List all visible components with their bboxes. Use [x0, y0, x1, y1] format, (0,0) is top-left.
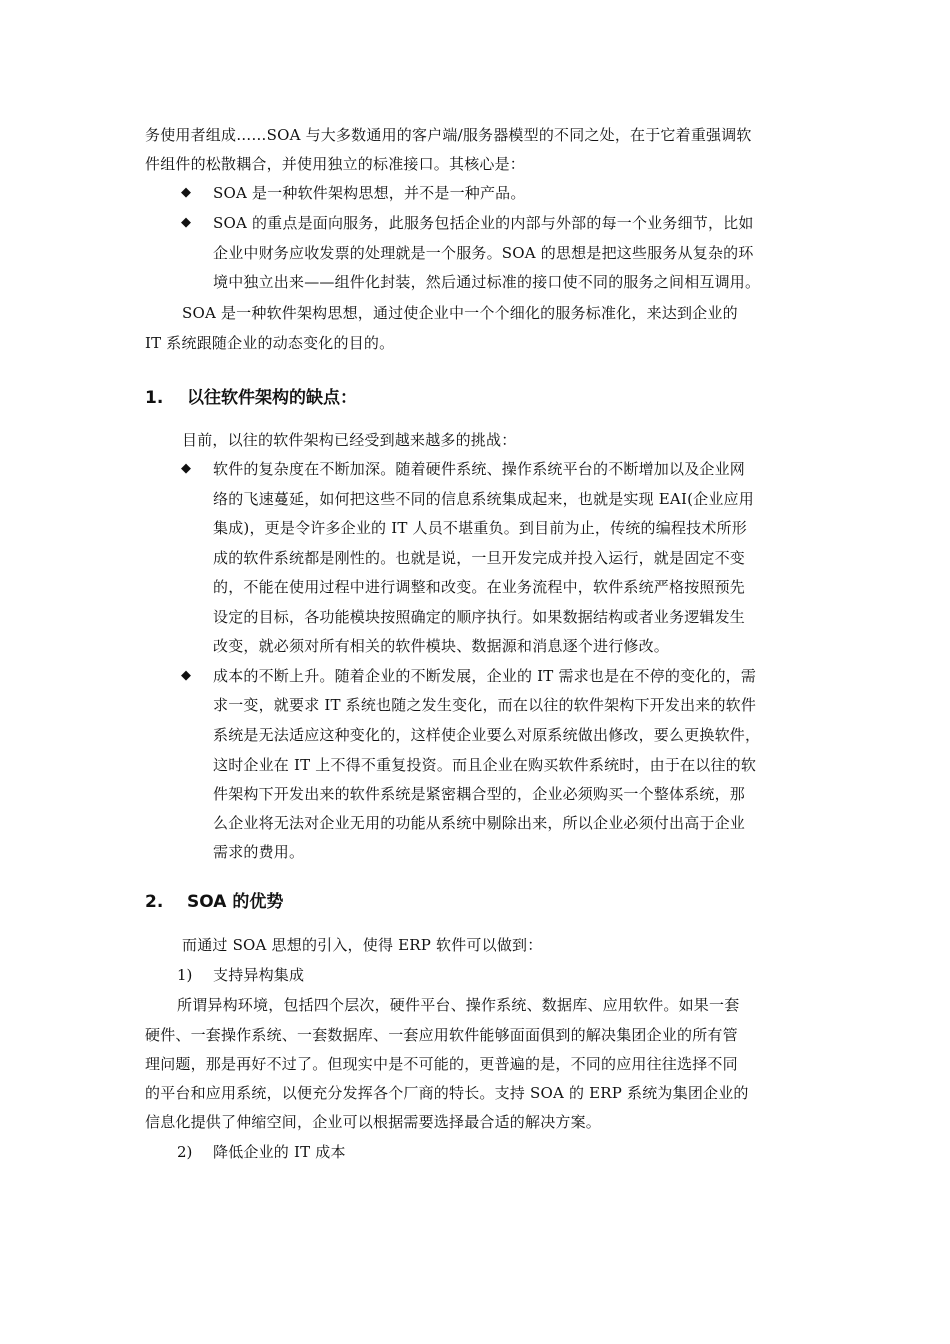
intro-bullet-2-line-2: 企业中财务应收发票的处理就是一个服务。SOA 的思想是把这些服务从复杂的环 [213, 244, 754, 262]
section-2-title: SOA 的优势 [187, 892, 284, 912]
list-item-2-label: 降低企业的 IT 成本 [213, 1143, 346, 1161]
summary-line-1: SOA 是一种软件架构思想，通过使企业中一个个细化的服务标准化，来达到企业的 [182, 304, 738, 322]
s1-bullet-1-line-2: 络的飞速蔓延，如何把这些不同的信息系统集成起来，也就是实现 EAI(企业应用 [213, 490, 754, 508]
s1-bullet-2-line-6: 么企业将无法对企业无用的功能从系统中剔除出来，所以企业必须付出高于企业 [213, 814, 746, 832]
s1-bullet-1-line-5: 的，不能在使用过程中进行调整和改变。在业务流程中，软件系统严格按照预先 [213, 578, 746, 596]
s1-bullet-1-line-1: 软件的复杂度在不断加深。随着硬件系统、操作系统平台的不断增加以及企业网 [213, 460, 746, 478]
list-item-2-marker: 2) [177, 1143, 193, 1161]
s1-bullet-1-line-7: 改变，就必须对所有相关的软件模块、数据源和消息逐个进行修改。 [213, 637, 670, 655]
section-1-lead: 目前，以往的软件架构已经受到越来越多的挑战： [182, 431, 517, 449]
diamond-bullet-icon: ◆ [181, 668, 191, 683]
section-2-number: 2. [145, 892, 164, 912]
s1-bullet-2-line-4: 这时企业在 IT 上不得不重复投资。而且企业在购买软件系统时，由于在以往的软 [213, 756, 757, 774]
section-1-heading [145, 386, 357, 410]
s1-bullet-2-line-5: 件架构下开发出来的软件系统是紧密耦合型的，企业必须购买一个整体系统，那 [213, 785, 746, 803]
item-1-body-line-2: 硬件、一套操作系统、一套数据库、一套应用软件能够面面俱到的解决集团企业的所有管 [145, 1026, 738, 1044]
s1-bullet-1-line-3: 集成)，更是令许多企业的 IT 人员不堪重负。到目前为止，传统的编程技术所形 [213, 519, 747, 537]
item-1-body-line-1: 所谓异构环境，包括四个层次，硬件平台、操作系统、数据库、应用软件。如果一套 [177, 996, 740, 1014]
section-1-title: 以往软件架构的缺点： [187, 388, 357, 408]
s1-bullet-2-line-3: 系统是无法适应这种变化的，这样使企业要么对原系统做出修改，要么更换软件， [213, 726, 761, 744]
s1-bullet-1-line-6: 设定的目标，各功能模块按照确定的顺序执行。如果数据结构或者业务逻辑发生 [213, 608, 746, 626]
intro-line-2: 件组件的松散耦合，并使用独立的标准接口。其核心是： [145, 155, 526, 173]
list-item-1-label: 支持异构集成 [213, 966, 305, 984]
s1-bullet-2-line-1: 成本的不断上升。随着企业的不断发展，企业的 IT 需求也是在不停的变化的，需 [213, 667, 757, 685]
item-1-body-line-5: 信息化提供了伸缩空间，企业可以根据需要选择最合适的解决方案。 [145, 1113, 602, 1131]
s1-bullet-2-line-2: 求一变，就要求 IT 系统也随之发生变化，而在以往的软件架构下开发出来的软件 [213, 696, 757, 714]
intro-bullet-2-line-3: 境中独立出来——组件化封装，然后通过标准的接口使不同的服务之间相互调用。 [213, 273, 761, 291]
item-1-body-line-3: 理问题，那是再好不过了。但现实中是不可能的，更普遍的是，不同的应用往往选择不同 [145, 1055, 738, 1073]
intro-line-1: 务使用者组成……SOA 与大多数通用的客户端/服务器模型的不同之处，在于它着重强调软 [145, 126, 752, 144]
summary-line-2: IT 系统跟随企业的动态变化的目的。 [145, 334, 395, 352]
s1-bullet-2-line-7: 需求的费用。 [213, 843, 305, 861]
section-2-lead: 而通过 SOA 思想的引入，使得 ERP 软件可以做到： [182, 936, 543, 954]
diamond-bullet-icon: ◆ [181, 215, 191, 230]
list-item-1-marker: 1) [177, 966, 193, 984]
s1-bullet-1-line-4: 成的软件系统都是刚性的。也就是说，一旦开发完成并投入运行，就是固定不变 [213, 549, 746, 567]
item-1-body-line-4: 的平台和应用系统，以便充分发挥各个厂商的特长。支持 SOA 的 ERP 系统为集团企业的 [145, 1084, 749, 1102]
intro-bullet-1-line-1: SOA 是一种软件架构思想，并不是一种产品。 [213, 184, 526, 202]
diamond-bullet-icon: ◆ [181, 461, 191, 476]
intro-bullet-2-line-1: SOA 的重点是面向服务，此服务包括企业的内部与外部的每一个业务细节，比如 [213, 214, 754, 232]
diamond-bullet-icon: ◆ [181, 185, 191, 200]
section-1-number: 1. [145, 388, 164, 408]
section-2-heading [145, 890, 283, 914]
